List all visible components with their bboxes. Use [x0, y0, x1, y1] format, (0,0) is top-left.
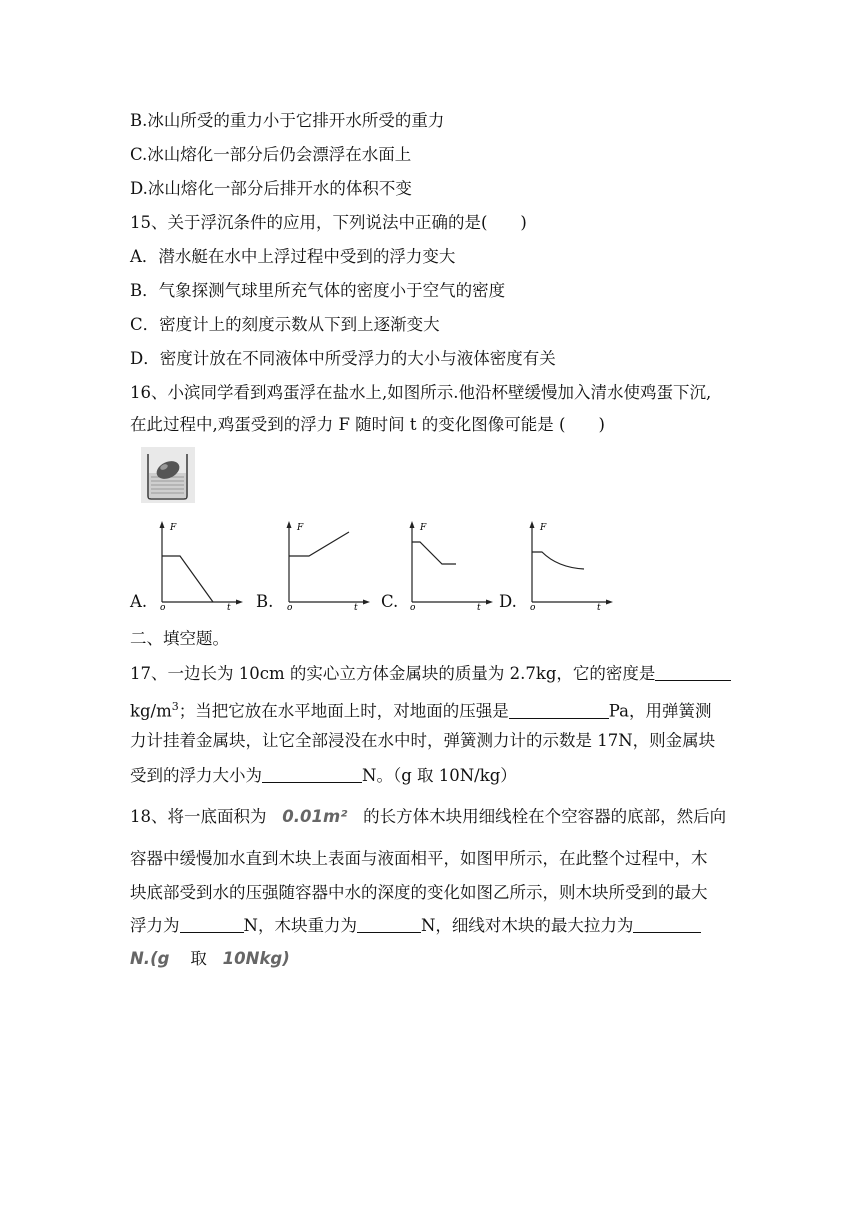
q17-blank-buoyancy[interactable]: [262, 764, 362, 783]
q17-unit-exponent: 3: [171, 700, 179, 713]
graph-c-x-label: t: [477, 603, 481, 612]
graph-b-origin: o: [287, 603, 293, 612]
q18-line4: [130, 914, 701, 937]
q17-text-1: 17、一边长为 10cm 的实心立方体金属块的质量为 2.7kg，它的密度是: [130, 664, 656, 683]
graph-b-x-label: t: [354, 603, 358, 612]
q18-blank-tension[interactable]: [633, 914, 701, 933]
q18-blank-max-buoyancy[interactable]: [180, 914, 244, 933]
graph-b-y-label: F: [297, 523, 304, 533]
graph-d-y-label: F: [540, 523, 547, 533]
q17-line3: 力计挂着金属块，让它全部浸没在水中时，弹簧测力计的示数是 17N，则金属块: [130, 731, 716, 750]
q15-option-d: D．密度计放在不同液体中所受浮力的大小与液体密度有关: [130, 349, 556, 368]
graph-d-x-label: t: [597, 603, 601, 612]
q17-text-3: Pa，用弹簧测: [608, 701, 712, 721]
beaker-egg-figure: [140, 446, 196, 504]
q18-text-1: 18、将一底面积为: [130, 807, 267, 826]
q14-option-b: B.冰山所受的重力小于它排开水所受的重力: [130, 111, 445, 130]
q17-text-5: N。（g 取 10N/kg）: [362, 766, 517, 785]
q17-blank-pressure[interactable]: [509, 700, 609, 719]
q18-formula-g: N.(g: [130, 949, 170, 968]
graph-a: [150, 516, 250, 612]
q16-stem-line1: 16、小滨同学看到鸡蛋浮在盐水上,如图所示.他沿杯壁缓慢加入清水使鸡蛋下沉,: [130, 383, 712, 402]
q17-text-4: 受到的浮力大小为: [130, 766, 262, 785]
q18-blank-weight[interactable]: [357, 914, 421, 933]
q17-blank-density[interactable]: [655, 662, 731, 681]
graph-c-y-label: F: [420, 523, 427, 533]
q15-option-a: A．潜水艇在水中上浮过程中受到的浮力变大: [130, 247, 456, 266]
section-heading: 二、填空题。: [130, 629, 229, 648]
q17-line4: [130, 764, 517, 787]
graph-b: [277, 516, 377, 612]
q17-line2: [130, 696, 711, 723]
q18-text-2: 的长方体木块用细线栓在个空容器的底部，然后向: [363, 807, 727, 826]
q14-option-d: D.冰山熔化一部分后排开水的体积不变: [130, 179, 412, 198]
q18-text-4: N，木块重力为: [243, 916, 357, 935]
graph-c-origin: o: [410, 603, 416, 612]
q14-option-c: C.冰山熔化一部分后仍会漂浮在水面上: [130, 145, 412, 164]
graph-a-label: A.: [130, 592, 148, 611]
q18-line3: 块底部受到水的压强随容器中水的深度的变化如图乙所示，则木块所受到的最大: [130, 883, 708, 902]
q15-option-b: B．气象探测气球里所充气体的密度小于空气的密度: [130, 281, 506, 300]
q18-line5: [130, 948, 290, 970]
q18-formula-g-value: 10Nkg): [222, 949, 290, 968]
q16-stem-line2: 在此过程中,鸡蛋受到的浮力 F 随时间 t 的变化图像可能是 ( ): [130, 415, 605, 434]
graph-a-origin: o: [160, 603, 166, 612]
q17-text-2: ；当把它放在水平地面上时，对地面的压强是: [178, 701, 509, 721]
graph-b-label: B.: [256, 592, 274, 611]
graph-d-origin: o: [530, 603, 536, 612]
q18-text-3: 浮力为: [130, 916, 180, 935]
q17-line1: [130, 662, 731, 685]
graph-a-y-label: F: [170, 523, 177, 533]
graph-c-label: C.: [381, 592, 399, 611]
q15-option-c: C．密度计上的刻度示数从下到上逐渐变大: [130, 315, 440, 334]
q18-line1: [130, 806, 726, 828]
q18-area-formula: 0.01m²: [282, 807, 348, 826]
graph-d-label: D.: [499, 592, 517, 611]
q15-stem: 15、关于浮沉条件的应用，下列说法中正确的是( ): [130, 213, 527, 232]
graph-a-x-label: t: [227, 603, 231, 612]
graph-c: [400, 516, 500, 612]
q17-unit: kg/m: [130, 701, 172, 721]
q18-text-6: 取: [190, 949, 207, 968]
graph-d: [520, 516, 620, 612]
q18-text-5: N，细线对木块的最大拉力为: [420, 916, 634, 935]
q18-line2: 容器中缓慢加水直到木块上表面与液面相平，如图甲所示，在此整个过程中，木: [130, 849, 708, 868]
